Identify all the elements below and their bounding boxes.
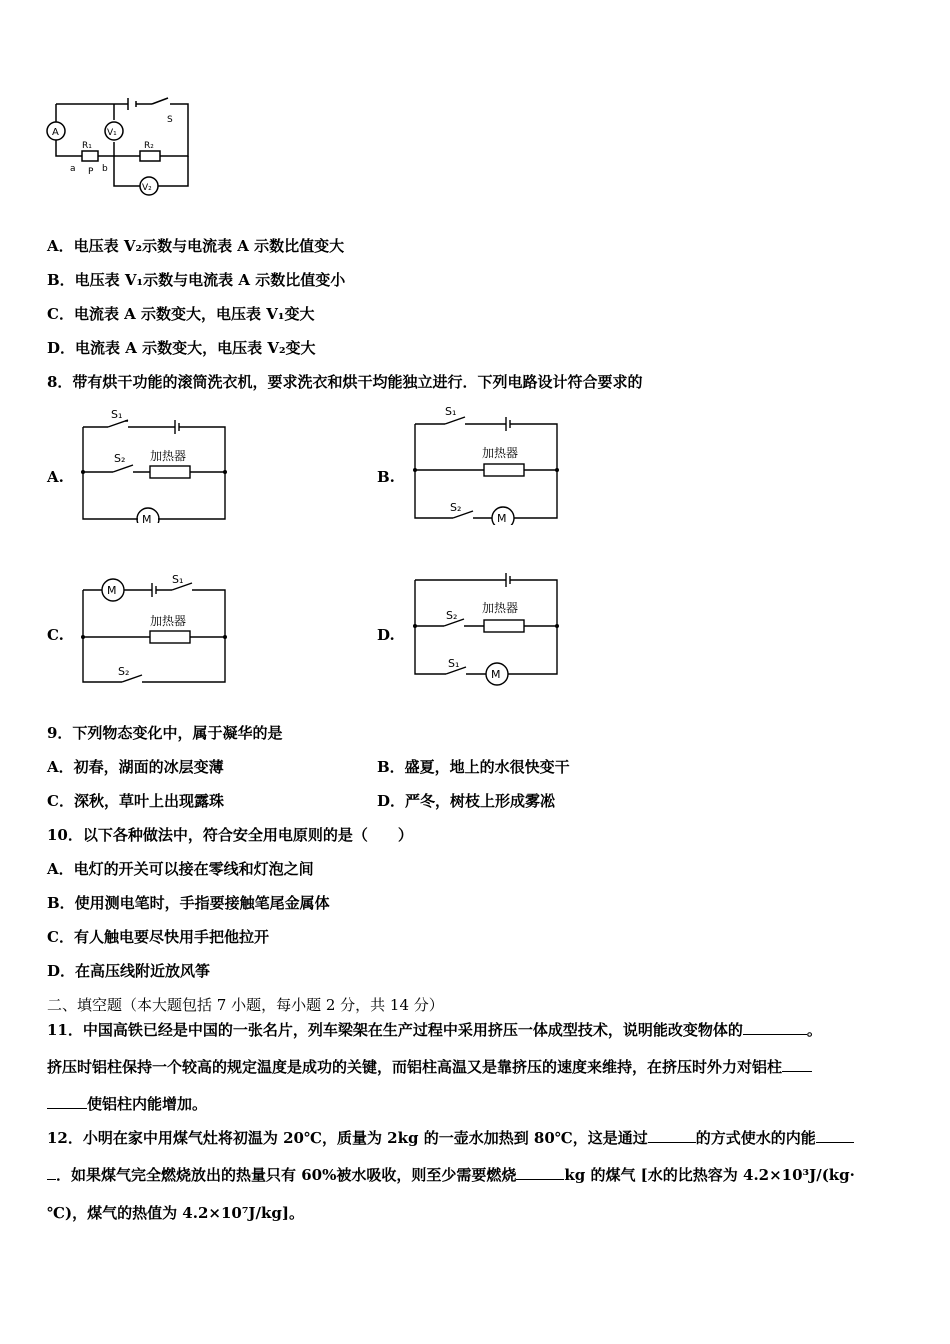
q9-option-d: D．严冬，树枝上形成雾凇 — [377, 792, 556, 810]
q8-circuit-c — [80, 570, 230, 690]
q8d-s2: S₂ — [446, 609, 458, 622]
q8c-s1: S₁ — [172, 573, 184, 586]
q11-blank-2b[interactable] — [47, 1094, 87, 1109]
q12-blank-1[interactable] — [648, 1128, 696, 1143]
q8b-heater: 加热器 — [482, 446, 519, 460]
q8c-heater: 加热器 — [150, 614, 187, 628]
q7-option-d: D．电流表 A 示数变大，电压表 V₂变大 — [47, 339, 316, 357]
q7-switch-label: S — [167, 115, 173, 125]
q10-option-d: D．在高压线附近放风筝 — [47, 962, 211, 980]
q8-label-c: C. — [47, 626, 64, 644]
q12-blank-3[interactable] — [516, 1165, 564, 1180]
q8-circuit-a — [80, 403, 230, 523]
q8-circuit-b — [410, 400, 565, 525]
q7-p-label: P — [88, 167, 94, 177]
q12-line1a: 12．小明在家中用煤气灶将初温为 20℃，质量为 2kg 的一壶水加热到 80℃，这是通过 — [47, 1129, 648, 1147]
q8-label-d: D. — [377, 626, 395, 644]
q7-v1-label: V₁ — [107, 128, 117, 138]
q8-label-b: B. — [377, 468, 395, 486]
q7-option-a: A．电压表 V₂示数与电流表 A 示数比值变大 — [47, 237, 345, 255]
q7-a-label: a — [70, 164, 76, 174]
q8b-s2: S₂ — [450, 501, 462, 514]
q10-option-c: C．有人触电要尽快用手把他拉开 — [47, 928, 269, 946]
q8c-s2: S₂ — [118, 665, 130, 678]
q7-option-b: B．电压表 V₁示数与电流表 A 示数比值变小 — [47, 271, 346, 289]
q8d-s1: S₁ — [448, 657, 460, 670]
q8-circuit-d — [410, 568, 565, 688]
q7-circuit-diagram — [40, 96, 190, 196]
q10-option-b: B．使用测电笔时，手指要接触笔尾金属体 — [47, 894, 330, 912]
q12-blank-2b[interactable] — [47, 1165, 56, 1180]
q11-line3-end: 使铝柱内能增加。 — [87, 1095, 208, 1113]
q11-blank-1[interactable] — [743, 1020, 807, 1035]
q10-stem: 10．以下各种做法中，符合安全用电原则的是（ ） — [47, 826, 413, 844]
q8d-motor: M — [491, 668, 501, 681]
q8-stem: 8．带有烘干功能的滚筒洗衣机，要求洗衣和烘干均能独立进行．下列电路设计符合要求的 — [47, 373, 643, 391]
q9-option-b: B．盛夏，地上的水很快变干 — [377, 758, 570, 776]
q7-r1-label: R₁ — [82, 141, 92, 151]
q7-option-c: C．电流表 A 示数变大，电压表 V₁变大 — [47, 305, 315, 323]
q12-line1b: 的方式使水的内能 — [695, 1129, 816, 1147]
q7-r2-label: R₂ — [144, 141, 154, 151]
q11-line1-end: 。 — [806, 1021, 822, 1039]
q11-line2: 挤压时铝柱保持一个较高的规定温度是成功的关键，而铝柱高温又是靠挤压的速度来维持，在挤压时外力对铝柱 — [47, 1058, 783, 1076]
q8d-heater: 加热器 — [482, 601, 519, 615]
q7-ammeter-label: A — [52, 127, 59, 138]
q8-label-a: A. — [47, 468, 64, 486]
q10-option-a: A．电灯的开关可以接在零线和灯泡之间 — [47, 860, 314, 878]
q8b-motor: M — [497, 512, 507, 525]
q8a-s2: S₂ — [114, 452, 126, 465]
q11-line1: 11．中国高铁已经是中国的一张名片，列车梁架在生产过程中采用挤压一体成型技术，说明能改变物体的 — [47, 1021, 743, 1039]
q12-line2b: kg 的煤气 [水的比热容为 4.2×10³J/(kg· — [564, 1166, 855, 1184]
q8a-s1: S₁ — [111, 408, 123, 421]
q12-blank-2a[interactable] — [816, 1128, 854, 1143]
q7-v2-label: V₂ — [142, 183, 152, 193]
q11-blank-2a[interactable] — [782, 1057, 812, 1072]
section2-title: 二、填空题（本大题包括 7 小题，每小题 2 分，共 14 分） — [47, 996, 444, 1014]
q9-option-a: A．初春，湖面的冰层变薄 — [47, 758, 224, 776]
q9-stem: 9．下列物态变化中，属于凝华的是 — [47, 724, 283, 742]
q8a-motor: M — [142, 513, 152, 523]
q9-option-c: C．深秋，草叶上出现露珠 — [47, 792, 224, 810]
q7-b-label: b — [102, 164, 108, 174]
q12-line2a: ．如果煤气完全燃烧放出的热量只有 60%被水吸收，则至少需要燃烧 — [56, 1166, 517, 1184]
q8a-heater: 加热器 — [150, 449, 187, 463]
q8c-motor: M — [107, 584, 117, 597]
q8b-s1: S₁ — [445, 405, 457, 418]
q12-line3: ℃)，煤气的热值为 4.2×10⁷J/kg]。 — [47, 1204, 304, 1222]
